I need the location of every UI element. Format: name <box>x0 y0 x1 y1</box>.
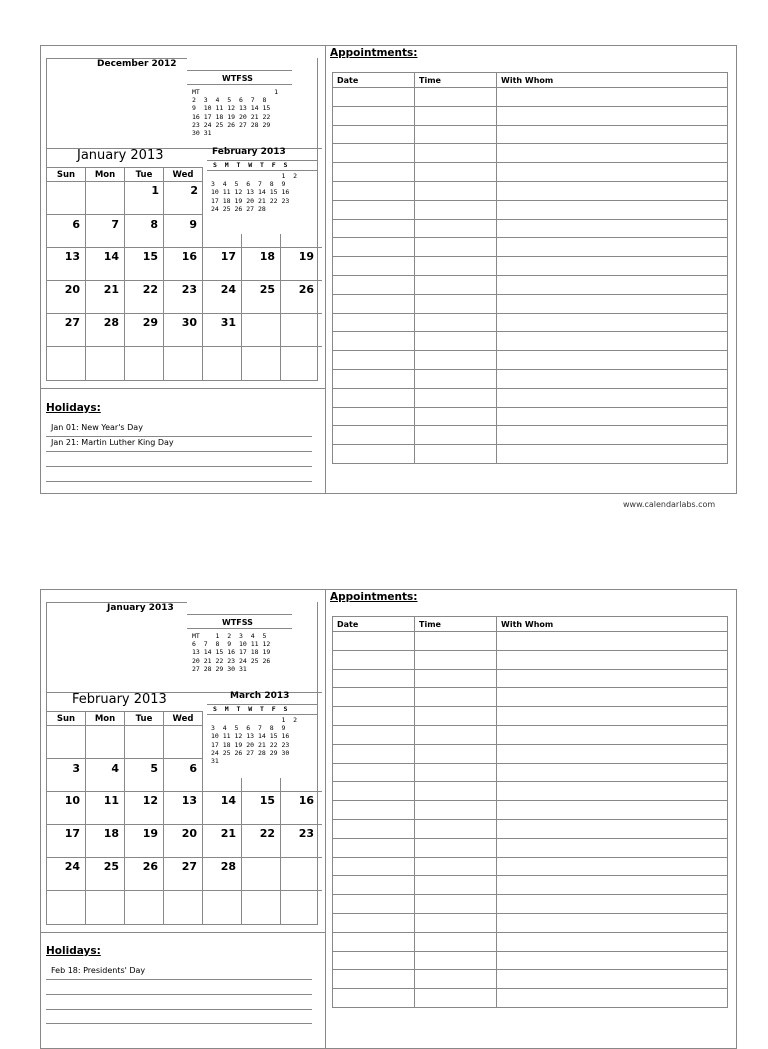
table-row <box>333 106 728 125</box>
with-whom-cell[interactable] <box>497 257 728 276</box>
day-cell: 23 <box>181 283 197 296</box>
time-cell[interactable] <box>415 650 497 669</box>
table-row <box>333 332 728 351</box>
with-whom-cell[interactable] <box>497 369 728 388</box>
date-cell[interactable] <box>333 388 415 407</box>
day-cell: 13 <box>64 250 80 263</box>
day-cell: 31 <box>220 316 236 329</box>
date-cell[interactable] <box>333 744 415 763</box>
date-cell[interactable] <box>333 725 415 744</box>
day-cell: 28 <box>220 860 236 873</box>
with-whom-cell[interactable] <box>497 351 728 370</box>
table-row <box>333 88 728 107</box>
table-header-row <box>333 73 728 88</box>
holidays-heading: Holidays: <box>46 945 101 957</box>
time-cell[interactable] <box>415 913 497 932</box>
table-row <box>333 989 728 1008</box>
prev-month-grid: MT 1 2 3 4 5 6 7 8 9 10 11 12 13 14 15 16 17 18 19 20 21 22 23 24 25 26 27 28 29 30 31 <box>192 88 279 138</box>
weekday-sun: Sun <box>56 714 76 724</box>
table-row <box>333 632 728 651</box>
day-cell: 11 <box>103 794 119 807</box>
with-whom-cell[interactable] <box>497 725 728 744</box>
date-cell[interactable] <box>333 200 415 219</box>
time-cell[interactable] <box>415 407 497 426</box>
month-calendar <box>46 602 318 925</box>
with-whom-cell[interactable] <box>497 313 728 332</box>
date-cell[interactable] <box>333 801 415 820</box>
time-cell[interactable] <box>415 163 497 182</box>
time-cell[interactable] <box>415 445 497 464</box>
time-cell[interactable] <box>415 819 497 838</box>
day-cell: 26 <box>298 283 314 296</box>
month-calendar <box>46 58 318 381</box>
table-row <box>333 369 728 388</box>
day-cell: 14 <box>220 794 236 807</box>
table-row <box>333 426 728 445</box>
date-cell[interactable] <box>333 106 415 125</box>
with-whom-cell[interactable] <box>497 744 728 763</box>
time-cell[interactable] <box>415 782 497 801</box>
appointments-panel <box>325 590 737 1048</box>
day-cell: 14 <box>103 250 119 263</box>
table-row <box>333 351 728 370</box>
prev-month-grid: MT 1 2 3 4 5 6 7 8 9 10 11 12 13 14 15 16 17 18 19 20 21 22 23 24 25 26 27 28 29 30 31 <box>192 632 271 673</box>
time-cell[interactable] <box>415 294 497 313</box>
with-whom-cell[interactable] <box>497 632 728 651</box>
column-date: Date <box>333 73 415 88</box>
date-cell[interactable] <box>333 932 415 951</box>
table-row <box>333 782 728 801</box>
weekday-wed: Wed <box>172 170 194 180</box>
day-cell: 20 <box>181 827 197 840</box>
date-cell[interactable] <box>333 632 415 651</box>
date-cell[interactable] <box>333 332 415 351</box>
table-row <box>333 876 728 895</box>
day-cell: 21 <box>220 827 236 840</box>
day-cell: 16 <box>181 250 197 263</box>
date-cell[interactable] <box>333 688 415 707</box>
calendar-panel <box>41 46 326 493</box>
table-row <box>333 294 728 313</box>
column-time: Time <box>415 617 497 632</box>
day-cell: 19 <box>298 250 314 263</box>
with-whom-cell[interactable] <box>497 857 728 876</box>
time-cell[interactable] <box>415 106 497 125</box>
day-cell: 25 <box>259 283 275 296</box>
column-time: Time <box>415 73 497 88</box>
day-cell: 6 <box>189 762 197 775</box>
with-whom-cell[interactable] <box>497 445 728 464</box>
with-whom-cell[interactable] <box>497 238 728 257</box>
prev-month-weekday-header: WTFSS <box>222 618 253 627</box>
table-row <box>333 763 728 782</box>
with-whom-cell[interactable] <box>497 332 728 351</box>
with-whom-cell[interactable] <box>497 163 728 182</box>
date-cell[interactable] <box>333 707 415 726</box>
table-row <box>333 744 728 763</box>
table-row <box>333 838 728 857</box>
table-row <box>333 125 728 144</box>
date-cell[interactable] <box>333 913 415 932</box>
time-cell[interactable] <box>415 313 497 332</box>
calendar-panel <box>41 590 326 1048</box>
planner-page-2 <box>40 589 737 1049</box>
time-cell[interactable] <box>415 857 497 876</box>
holiday-item: Jan 01: New Year's Day <box>51 423 143 432</box>
main-month-title: February 2013 <box>72 692 167 707</box>
time-cell[interactable] <box>415 744 497 763</box>
holiday-item: Feb 18: Presidents' Day <box>51 966 146 975</box>
with-whom-cell[interactable] <box>497 426 728 445</box>
time-cell[interactable] <box>415 895 497 914</box>
time-cell[interactable] <box>415 707 497 726</box>
weekday-mon: Mon <box>94 714 116 724</box>
with-whom-cell[interactable] <box>497 181 728 200</box>
column-date: Date <box>333 617 415 632</box>
date-cell[interactable] <box>333 275 415 294</box>
time-cell[interactable] <box>415 876 497 895</box>
planner-page-1 <box>40 45 737 494</box>
table-row <box>333 144 728 163</box>
day-cell: 1 <box>151 184 159 197</box>
time-cell[interactable] <box>415 88 497 107</box>
weekday-tue: Tue <box>135 714 153 724</box>
day-cell: 22 <box>259 827 275 840</box>
date-cell[interactable] <box>333 125 415 144</box>
day-cell: 9 <box>189 218 197 231</box>
date-cell[interactable] <box>333 313 415 332</box>
with-whom-cell[interactable] <box>497 275 728 294</box>
day-cell: 21 <box>103 283 119 296</box>
footer-url[interactable]: www.calendarlabs.com <box>623 500 716 509</box>
with-whom-cell[interactable] <box>497 294 728 313</box>
table-row <box>333 819 728 838</box>
next-month-title: March 2013 <box>230 691 290 701</box>
date-cell[interactable] <box>333 650 415 669</box>
with-whom-cell[interactable] <box>497 106 728 125</box>
weekday-tue: Tue <box>135 170 153 180</box>
column-with-whom: With Whom <box>497 73 728 88</box>
with-whom-cell[interactable] <box>497 144 728 163</box>
time-cell[interactable] <box>415 181 497 200</box>
date-cell[interactable] <box>333 838 415 857</box>
day-cell: 24 <box>64 860 80 873</box>
with-whom-cell[interactable] <box>497 951 728 970</box>
time-cell[interactable] <box>415 801 497 820</box>
weekday-mon: Mon <box>94 170 116 180</box>
table-row <box>333 313 728 332</box>
table-row <box>333 219 728 238</box>
time-cell[interactable] <box>415 200 497 219</box>
date-cell[interactable] <box>333 669 415 688</box>
table-header-row <box>333 617 728 632</box>
day-cell: 25 <box>103 860 119 873</box>
with-whom-cell[interactable] <box>497 876 728 895</box>
day-cell: 4 <box>111 762 119 775</box>
date-cell[interactable] <box>333 238 415 257</box>
day-cell: 5 <box>150 762 158 775</box>
day-cell: 19 <box>142 827 158 840</box>
table-row <box>333 669 728 688</box>
day-cell: 13 <box>181 794 197 807</box>
time-cell[interactable] <box>415 144 497 163</box>
with-whom-cell[interactable] <box>497 782 728 801</box>
main-month-title: January 2013 <box>77 148 164 163</box>
day-cell: 24 <box>220 283 236 296</box>
date-cell[interactable] <box>333 970 415 989</box>
date-cell[interactable] <box>333 426 415 445</box>
date-cell[interactable] <box>333 181 415 200</box>
day-cell: 30 <box>181 316 197 329</box>
day-cell: 27 <box>181 860 197 873</box>
with-whom-cell[interactable] <box>497 200 728 219</box>
next-month-weekday-header: S M T W T F S <box>213 161 288 169</box>
date-cell[interactable] <box>333 144 415 163</box>
with-whom-cell[interactable] <box>497 88 728 107</box>
date-cell[interactable] <box>333 294 415 313</box>
time-cell[interactable] <box>415 238 497 257</box>
day-cell: 17 <box>64 827 80 840</box>
with-whom-cell[interactable] <box>497 989 728 1008</box>
time-cell[interactable] <box>415 669 497 688</box>
table-row <box>333 163 728 182</box>
appointments-panel <box>325 46 737 493</box>
with-whom-cell[interactable] <box>497 895 728 914</box>
time-cell[interactable] <box>415 426 497 445</box>
date-cell[interactable] <box>333 369 415 388</box>
table-row <box>333 688 728 707</box>
time-cell[interactable] <box>415 632 497 651</box>
with-whom-cell[interactable] <box>497 388 728 407</box>
date-cell[interactable] <box>333 163 415 182</box>
with-whom-cell[interactable] <box>497 801 728 820</box>
table-row <box>333 801 728 820</box>
time-cell[interactable] <box>415 351 497 370</box>
appointments-table <box>332 616 728 1008</box>
appointments-table <box>332 72 728 464</box>
time-cell[interactable] <box>415 125 497 144</box>
table-row <box>333 200 728 219</box>
table-row <box>333 857 728 876</box>
next-month-title: February 2013 <box>212 147 286 157</box>
with-whom-cell[interactable] <box>497 763 728 782</box>
table-row <box>333 181 728 200</box>
with-whom-cell[interactable] <box>497 970 728 989</box>
table-row <box>333 275 728 294</box>
day-cell: 3 <box>72 762 80 775</box>
date-cell[interactable] <box>333 895 415 914</box>
date-cell[interactable] <box>333 989 415 1008</box>
day-cell: 15 <box>259 794 275 807</box>
holidays-heading: Holidays: <box>46 402 101 414</box>
day-cell: 16 <box>298 794 314 807</box>
date-cell[interactable] <box>333 857 415 876</box>
with-whom-cell[interactable] <box>497 669 728 688</box>
next-month-weekday-header: S M T W T F S <box>213 705 288 713</box>
time-cell[interactable] <box>415 989 497 1008</box>
day-cell: 29 <box>142 316 158 329</box>
appointments-heading: Appointments: <box>330 591 418 603</box>
day-cell: 17 <box>220 250 236 263</box>
table-row <box>333 951 728 970</box>
date-cell[interactable] <box>333 257 415 276</box>
time-cell[interactable] <box>415 763 497 782</box>
table-row <box>333 388 728 407</box>
date-cell[interactable] <box>333 782 415 801</box>
date-cell[interactable] <box>333 445 415 464</box>
time-cell[interactable] <box>415 688 497 707</box>
time-cell[interactable] <box>415 369 497 388</box>
day-cell: 26 <box>142 860 158 873</box>
next-month-grid: 1 2 3 4 5 6 7 8 9 10 11 12 13 14 15 16 17 18 19 20 21 22 23 24 25 26 27 28 29 30 31 <box>211 716 298 766</box>
date-cell[interactable] <box>333 951 415 970</box>
day-cell: 23 <box>298 827 314 840</box>
holiday-item: Jan 21: Martin Luther King Day <box>51 438 174 447</box>
table-row <box>333 895 728 914</box>
day-cell: 15 <box>142 250 158 263</box>
time-cell[interactable] <box>415 970 497 989</box>
prev-month-title: December 2012 <box>97 59 177 69</box>
day-cell: 18 <box>259 250 275 263</box>
table-row <box>333 407 728 426</box>
with-whom-cell[interactable] <box>497 650 728 669</box>
day-cell: 28 <box>103 316 119 329</box>
table-row <box>333 707 728 726</box>
time-cell[interactable] <box>415 275 497 294</box>
day-cell: 27 <box>64 316 80 329</box>
day-cell: 18 <box>103 827 119 840</box>
time-cell[interactable] <box>415 725 497 744</box>
time-cell[interactable] <box>415 838 497 857</box>
time-cell[interactable] <box>415 219 497 238</box>
date-cell[interactable] <box>333 351 415 370</box>
time-cell[interactable] <box>415 932 497 951</box>
day-cell: 20 <box>64 283 80 296</box>
table-row <box>333 650 728 669</box>
date-cell[interactable] <box>333 819 415 838</box>
day-cell: 6 <box>72 218 80 231</box>
with-whom-cell[interactable] <box>497 932 728 951</box>
date-cell[interactable] <box>333 407 415 426</box>
time-cell[interactable] <box>415 951 497 970</box>
date-cell[interactable] <box>333 876 415 895</box>
day-cell: 10 <box>64 794 80 807</box>
table-row <box>333 238 728 257</box>
with-whom-cell[interactable] <box>497 219 728 238</box>
with-whom-cell[interactable] <box>497 688 728 707</box>
table-row <box>333 257 728 276</box>
prev-month-weekday-header: WTFSS <box>222 74 253 83</box>
table-row <box>333 932 728 951</box>
with-whom-cell[interactable] <box>497 913 728 932</box>
with-whom-cell[interactable] <box>497 125 728 144</box>
day-cell: 8 <box>150 218 158 231</box>
date-cell[interactable] <box>333 219 415 238</box>
table-row <box>333 970 728 989</box>
day-cell: 7 <box>111 218 119 231</box>
time-cell[interactable] <box>415 332 497 351</box>
next-month-grid: 1 2 3 4 5 6 7 8 9 10 11 12 13 14 15 16 17 18 19 20 21 22 23 24 25 26 27 28 <box>211 172 298 213</box>
column-with-whom: With Whom <box>497 617 728 632</box>
time-cell[interactable] <box>415 257 497 276</box>
with-whom-cell[interactable] <box>497 819 728 838</box>
appointments-heading: Appointments: <box>330 47 418 59</box>
table-row <box>333 725 728 744</box>
with-whom-cell[interactable] <box>497 838 728 857</box>
day-cell: 12 <box>142 794 158 807</box>
table-row <box>333 445 728 464</box>
prev-month-title: January 2013 <box>107 603 174 613</box>
day-cell: 22 <box>142 283 158 296</box>
with-whom-cell[interactable] <box>497 707 728 726</box>
date-cell[interactable] <box>333 88 415 107</box>
table-row <box>333 913 728 932</box>
day-cell: 2 <box>190 184 198 197</box>
weekday-wed: Wed <box>172 714 194 724</box>
time-cell[interactable] <box>415 388 497 407</box>
with-whom-cell[interactable] <box>497 407 728 426</box>
weekday-sun: Sun <box>56 170 76 180</box>
date-cell[interactable] <box>333 763 415 782</box>
